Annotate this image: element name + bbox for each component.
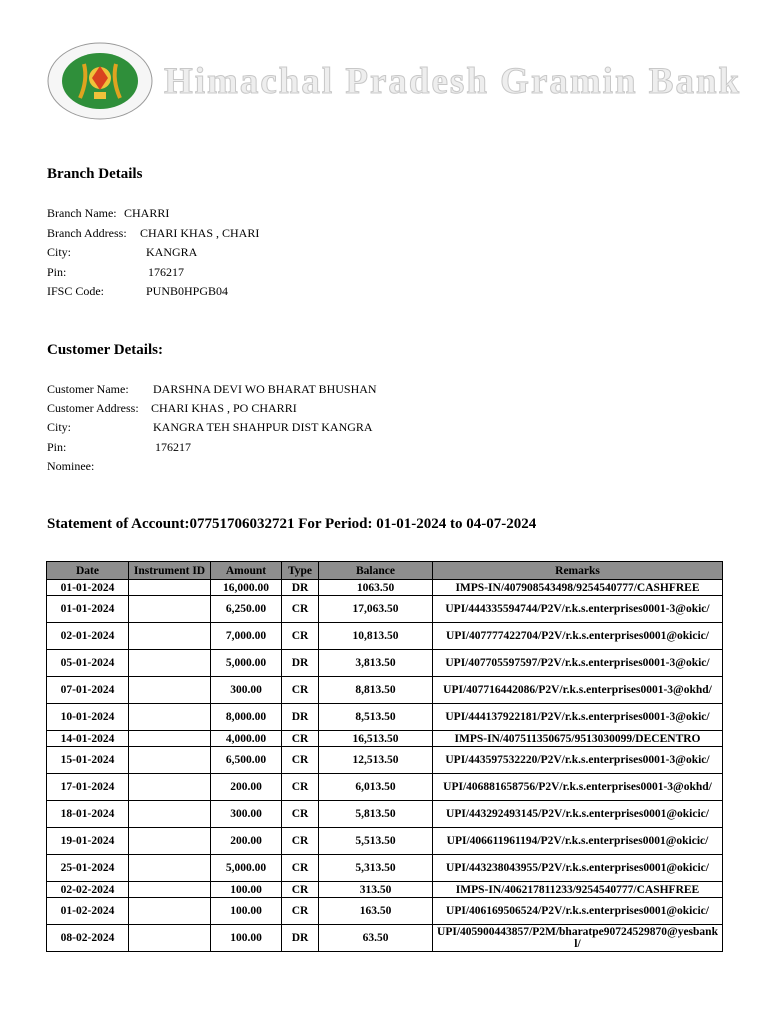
cell-balance: 12,513.50: [319, 747, 433, 774]
cell-balance: 5,813.50: [319, 801, 433, 828]
table-row: [47, 925, 723, 952]
cell-balance: 163.50: [319, 898, 433, 925]
cell-instrument: [129, 704, 211, 731]
cell-amount: 300.00: [211, 801, 282, 828]
cell-amount: 6,500.00: [211, 747, 282, 774]
cell-remarks: IMPS-IN/406217811233/9254540777/CASHFREE: [433, 882, 723, 898]
cell-type: CR: [282, 774, 319, 801]
cell-instrument: [129, 801, 211, 828]
cell-balance: 8,513.50: [319, 704, 433, 731]
cell-date: 25-01-2024: [47, 855, 129, 882]
column-header-balance: Balance: [319, 562, 433, 580]
table-header-row: [47, 562, 723, 580]
branch-pin-label: Pin:: [47, 265, 67, 279]
cell-balance: 5,513.50: [319, 828, 433, 855]
cell-balance: 313.50: [319, 882, 433, 898]
cell-remarks: UPI/443292493145/P2V/r.k.s.enterprises0001@okicic/: [433, 801, 723, 828]
cell-date: 05-01-2024: [47, 650, 129, 677]
cell-balance: 63.50: [319, 925, 433, 952]
cell-type: CR: [282, 882, 319, 898]
customer-city-row: [47, 420, 373, 435]
branch-address-row: [47, 226, 260, 241]
customer-details-title: Customer Details:: [47, 342, 163, 358]
customer-pin-value: 176217: [155, 440, 191, 454]
cell-date: 14-01-2024: [47, 731, 129, 747]
cell-remarks: UPI/407716442086/P2V/r.k.s.enterprises0001-3@okhd/: [433, 677, 723, 704]
cell-date: 01-01-2024: [47, 580, 129, 596]
cell-instrument: [129, 677, 211, 704]
table-row: [47, 855, 723, 882]
cell-amount: 5,000.00: [211, 855, 282, 882]
cell-instrument: [129, 855, 211, 882]
cell-type: DR: [282, 650, 319, 677]
transactions-table: [46, 561, 723, 952]
cell-remarks: UPI/443238043955/P2V/r.k.s.enterprises0001@okicic/: [433, 855, 723, 882]
cell-type: CR: [282, 801, 319, 828]
cell-date: 08-02-2024: [47, 925, 129, 952]
cell-balance: 1063.50: [319, 580, 433, 596]
branch-pin-value: 176217: [148, 265, 184, 279]
branch-ifsc-label: IFSC Code:: [47, 284, 105, 298]
customer-city-value: KANGRA TEH SHAHPUR DIST KANGRA: [153, 420, 373, 434]
cell-instrument: [129, 580, 211, 596]
customer-pin-row: [47, 440, 191, 455]
column-header-type: Type: [282, 562, 319, 580]
cell-date: 15-01-2024: [47, 747, 129, 774]
cell-instrument: [129, 747, 211, 774]
cell-type: CR: [282, 898, 319, 925]
cell-balance: 6,013.50: [319, 774, 433, 801]
table-row: [47, 828, 723, 855]
cell-date: 19-01-2024: [47, 828, 129, 855]
cell-amount: 5,000.00: [211, 650, 282, 677]
cell-amount: 16,000.00: [211, 580, 282, 596]
cell-amount: 200.00: [211, 774, 282, 801]
branch-city-label: City:: [47, 245, 72, 259]
cell-instrument: [129, 925, 211, 952]
cell-instrument: [129, 828, 211, 855]
cell-remarks: UPI/444335594744/P2V/r.k.s.enterprises0001-3@okic/: [433, 596, 723, 623]
cell-instrument: [129, 731, 211, 747]
cell-balance: 17,063.50: [319, 596, 433, 623]
customer-nominee-label: Nominee:: [47, 459, 95, 473]
cell-amount: 100.00: [211, 882, 282, 898]
cell-remarks: UPI/407705597597/P2V/r.k.s.enterprises0001-3@okic/: [433, 650, 723, 677]
cell-instrument: [129, 882, 211, 898]
column-header-instrument-id: Instrument ID: [129, 562, 211, 580]
branch-details-title: Branch Details: [47, 166, 143, 182]
table-row: [47, 731, 723, 747]
cell-amount: 7,000.00: [211, 623, 282, 650]
cell-remarks: UPI/443597532220/P2V/r.k.s.enterprises0001-3@okic/: [433, 747, 723, 774]
bank-header: [44, 40, 742, 122]
cell-remarks: IMPS-IN/407511350675/9513030099/DECENTRO: [433, 731, 723, 747]
table-row: [47, 774, 723, 801]
cell-date: 01-01-2024: [47, 596, 129, 623]
customer-address-value: CHARI KHAS , PO CHARRI: [151, 401, 297, 415]
cell-type: DR: [282, 925, 319, 952]
cell-amount: 300.00: [211, 677, 282, 704]
cell-amount: 200.00: [211, 828, 282, 855]
cell-instrument: [129, 898, 211, 925]
cell-amount: 6,250.00: [211, 596, 282, 623]
cell-amount: 4,000.00: [211, 731, 282, 747]
branch-city-value: KANGRA: [146, 245, 198, 259]
customer-name-value: DARSHNA DEVI WO BHARAT BHUSHAN: [153, 382, 377, 396]
table-row: [47, 677, 723, 704]
cell-remarks: UPI/406881658756/P2V/r.k.s.enterprises0001-3@okhd/: [433, 774, 723, 801]
branch-address-value: CHARI KHAS , CHARI: [140, 226, 260, 240]
table-row: [47, 898, 723, 925]
cell-balance: 5,313.50: [319, 855, 433, 882]
cell-date: 02-01-2024: [47, 623, 129, 650]
cell-type: CR: [282, 747, 319, 774]
cell-amount: 100.00: [211, 925, 282, 952]
table-row: [47, 596, 723, 623]
cell-date: 17-01-2024: [47, 774, 129, 801]
cell-remarks: UPI/405900443857/P2M/bharatpe90724529870@yesbankl/: [433, 925, 723, 952]
customer-name-row: [47, 382, 377, 397]
customer-nominee-row: [47, 459, 94, 474]
customer-city-label: City:: [47, 420, 72, 434]
cell-balance: 8,813.50: [319, 677, 433, 704]
table-row: [47, 623, 723, 650]
cell-date: 01-02-2024: [47, 898, 129, 925]
cell-amount: 8,000.00: [211, 704, 282, 731]
branch-ifsc-row: [47, 284, 229, 299]
table-row: [47, 580, 723, 596]
branch-city-row: [47, 245, 198, 260]
cell-remarks: UPI/406169506524/P2V/r.k.s.enterprises0001@okicic/: [433, 898, 723, 925]
customer-name-label: Customer Name:: [47, 382, 129, 396]
cell-instrument: [129, 596, 211, 623]
cell-balance: 16,513.50: [319, 731, 433, 747]
column-header-date: Date: [47, 562, 129, 580]
cell-balance: 3,813.50: [319, 650, 433, 677]
table-row: [47, 882, 723, 898]
branch-name-value: CHARRI: [124, 206, 170, 220]
cell-type: DR: [282, 704, 319, 731]
customer-address-row: [47, 401, 297, 416]
cell-instrument: [129, 623, 211, 650]
cell-instrument: [129, 650, 211, 677]
branch-pin-row: [47, 265, 184, 280]
table-row: [47, 747, 723, 774]
cell-type: CR: [282, 596, 319, 623]
cell-type: DR: [282, 580, 319, 596]
cell-date: 02-02-2024: [47, 882, 129, 898]
column-header-amount: Amount: [211, 562, 282, 580]
bank-logo-icon: [44, 40, 156, 122]
cell-instrument: [129, 774, 211, 801]
cell-date: 10-01-2024: [47, 704, 129, 731]
cell-date: 18-01-2024: [47, 801, 129, 828]
branch-name-label: Branch Name:: [47, 206, 117, 220]
branch-ifsc-value: PUNB0HPGB04: [146, 284, 229, 298]
table-row: [47, 704, 723, 731]
customer-pin-label: Pin:: [47, 440, 67, 454]
cell-type: CR: [282, 855, 319, 882]
table-row: [47, 801, 723, 828]
table-row: [47, 650, 723, 677]
statement-title: Statement of Account:07751706032721 For Period: 01-01-2024 to 04-07-2024: [47, 516, 537, 532]
cell-remarks: IMPS-IN/407908543498/9254540777/CASHFREE: [433, 580, 723, 596]
column-header-remarks: Remarks: [433, 562, 723, 580]
cell-type: CR: [282, 677, 319, 704]
cell-type: CR: [282, 731, 319, 747]
cell-remarks: UPI/444137922181/P2V/r.k.s.enterprises0001-3@okic/: [433, 704, 723, 731]
branch-name-row: [47, 206, 170, 221]
cell-type: CR: [282, 623, 319, 650]
bank-name-watermark: Himachal Pradesh Gramin Bank: [164, 61, 742, 102]
cell-amount: 100.00: [211, 898, 282, 925]
cell-remarks: UPI/407777422704/P2V/r.k.s.enterprises0001@okicic/: [433, 623, 723, 650]
cell-balance: 10,813.50: [319, 623, 433, 650]
cell-type: CR: [282, 828, 319, 855]
customer-address-label: Customer Address:: [47, 401, 139, 415]
cell-date: 07-01-2024: [47, 677, 129, 704]
cell-remarks: UPI/406611961194/P2V/r.k.s.enterprises0001@okicic/: [433, 828, 723, 855]
branch-address-label: Branch Address:: [47, 226, 127, 240]
